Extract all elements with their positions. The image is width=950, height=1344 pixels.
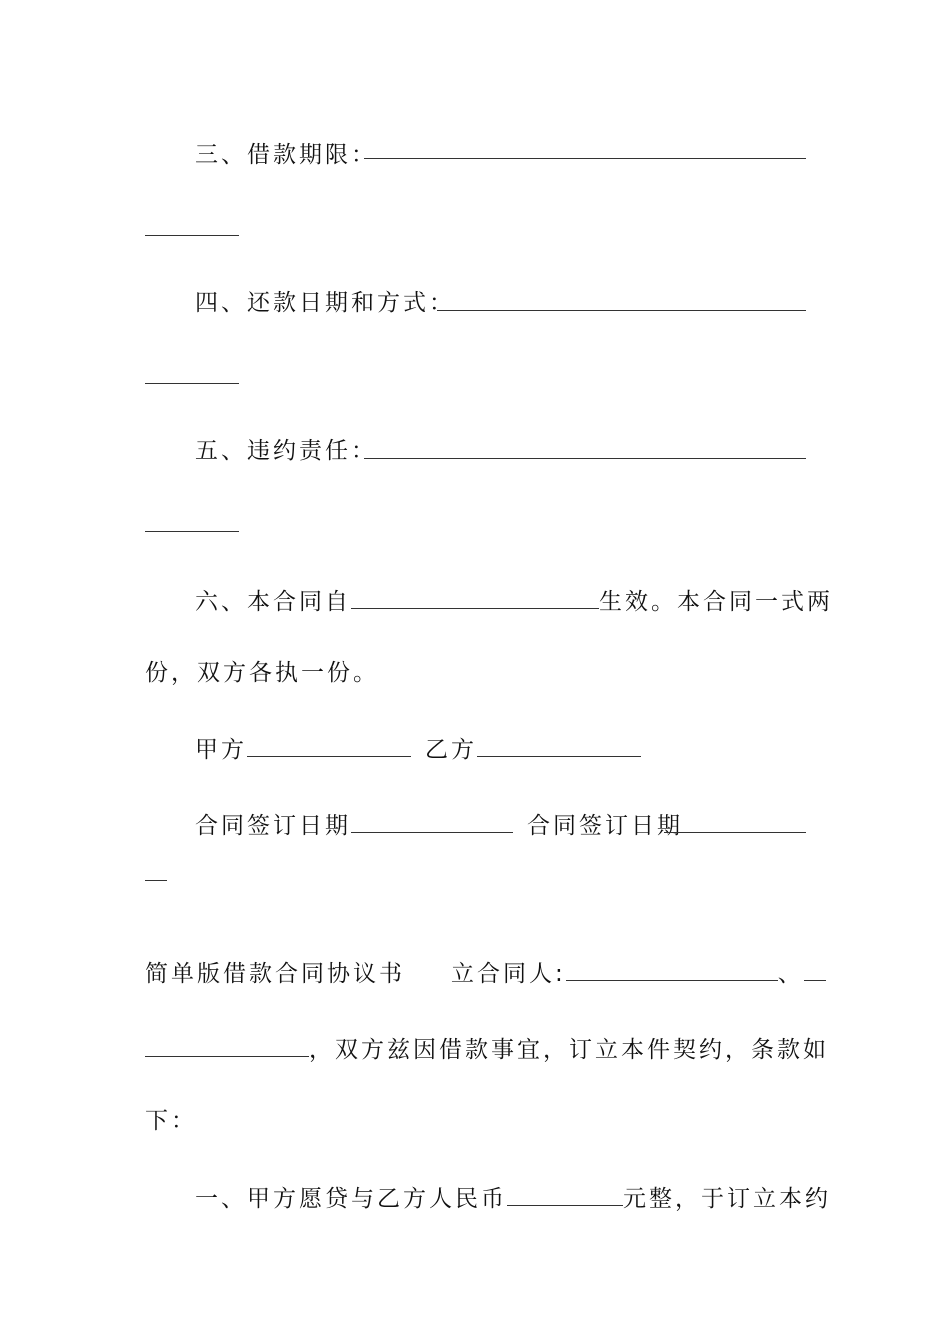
party-separator: 、 [777,961,804,987]
contract-parties-label: 立合同人: [451,961,566,987]
party-a-blank [247,734,411,757]
clause-term-label: 三、借款期限： [195,142,377,168]
party-a-label: 甲方 [195,737,247,763]
clause-copies [145,658,379,688]
clause-copies-text: 份，双方各执一份。 [145,660,379,686]
party-2-blank-continued [145,1034,309,1057]
sign-date-2-blank-continued [145,880,167,881]
clause-loan-prefix: 一、甲方愿贷与乙方人民币 [195,1186,507,1212]
contract-intro-end [145,1106,197,1136]
clause-effect-prefix: 六、本合同自 [195,589,351,615]
contract-intro [145,1034,829,1065]
loan-amount-blank [507,1183,623,1206]
simple-contract-header [145,958,826,989]
sign-date-row [195,810,683,841]
simple-contract-title: 简单版借款合同协议书 [145,961,405,987]
contract-intro-text: ，双方兹因借款事宜，订立本件契约，条款如 [309,1037,829,1063]
clause-effect [195,586,833,617]
clause-repayment [195,288,455,318]
party-2-blank [804,958,826,981]
sign-date-1-label: 合同签订日期 [195,813,351,839]
clause-loan-suffix: 元整，于订立本约 [623,1186,831,1212]
party-b-label: 乙方 [425,737,477,763]
clause-liability-label: 五、违约责任： [195,438,377,464]
contract-intro-end-text: 下： [145,1108,197,1134]
clause-effect-suffix: 生效。本合同一式两 [599,589,833,615]
sign-date-1-blank [351,810,513,833]
sign-date-2-label: 合同签订日期 [527,813,683,839]
repayment-blank-continued [145,383,239,384]
party-1-blank [566,958,778,981]
effect-date-blank [351,586,599,609]
term-blank [364,158,806,159]
clause-repayment-label: 四、还款日期和方式： [195,290,455,316]
liability-blank [364,458,806,459]
party-signature-row [195,734,641,765]
clause-term [195,140,377,170]
repayment-blank [437,310,806,311]
clause-liability [195,436,377,466]
sign-date-2-blank [664,832,806,833]
party-b-blank [477,734,641,757]
liability-blank-continued [145,531,239,532]
clause-loan-amount [195,1183,831,1214]
term-blank-continued [145,235,239,236]
